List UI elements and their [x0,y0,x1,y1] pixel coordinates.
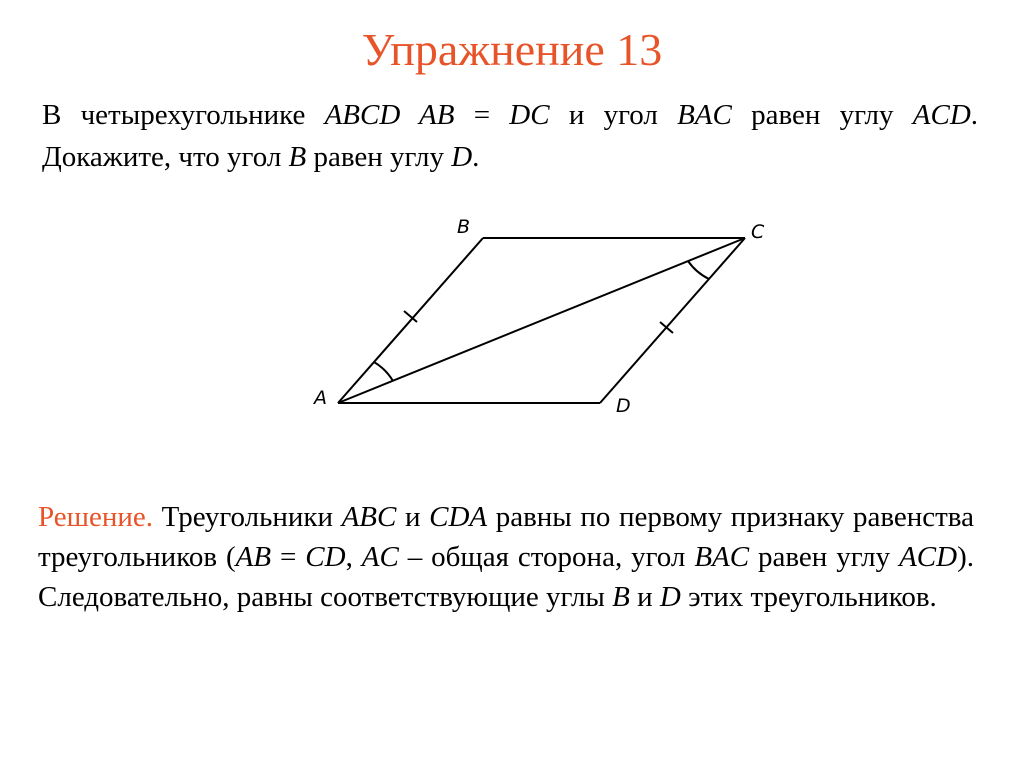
point-label-d: D [616,395,631,417]
solution-math: B [612,581,630,613]
solution-part: ). Следовательно, равны соответствующие углы [38,541,974,613]
problem-statement [42,94,978,178]
angle-arc-acd [688,261,709,279]
solution-part: и [396,501,430,533]
solution-math: ACD [899,541,958,573]
solution-label: Решение. [38,501,153,533]
solution-math: AB [235,541,272,573]
angle-arc-bac [374,362,393,381]
problem-text: равен углу [306,141,452,173]
problem-text: равен углу [731,99,913,131]
parallelogram-diagram [300,205,780,430]
solution-part: и [629,581,660,613]
solution-math: CDA [429,501,488,533]
problem-math: BAC [677,99,732,131]
solution-part: – общая сторона, угол [398,541,695,573]
solution-part: = [271,541,306,573]
problem-math: DC [509,99,550,131]
solution-math: ABC [341,501,397,533]
solution-math: CD [305,541,346,573]
solution-math: AC [361,541,399,573]
side-ab [338,238,483,403]
problem-math: ABCD AB [324,99,455,131]
solution-math: D [659,581,681,613]
solution-text [38,497,974,617]
problem-text: . [472,141,480,173]
solution-part: равен углу [749,541,900,573]
problem-text: = [454,99,510,131]
problem-text: В четырехугольнике [42,99,325,131]
problem-math: D [451,141,473,173]
problem-text: . Докажите, что угол [42,99,979,173]
side-cd [600,238,745,403]
point-label-c: C [751,221,765,243]
diagonal-ac [338,238,745,403]
slide-title: Упражнение 13 [361,24,663,75]
point-label-a: A [314,387,327,409]
solution-part: равны по первому признаку равенства треугольников ( [38,501,974,573]
solution-part: , [345,541,362,573]
solution-part: Треугольники [152,501,342,533]
solution-math: BAC [694,541,750,573]
point-label-b: B [457,216,471,238]
problem-text: и угол [549,99,678,131]
solution-part: этих треугольников. [680,581,937,613]
problem-math: B [288,141,307,173]
problem-math: ACD [912,99,971,131]
